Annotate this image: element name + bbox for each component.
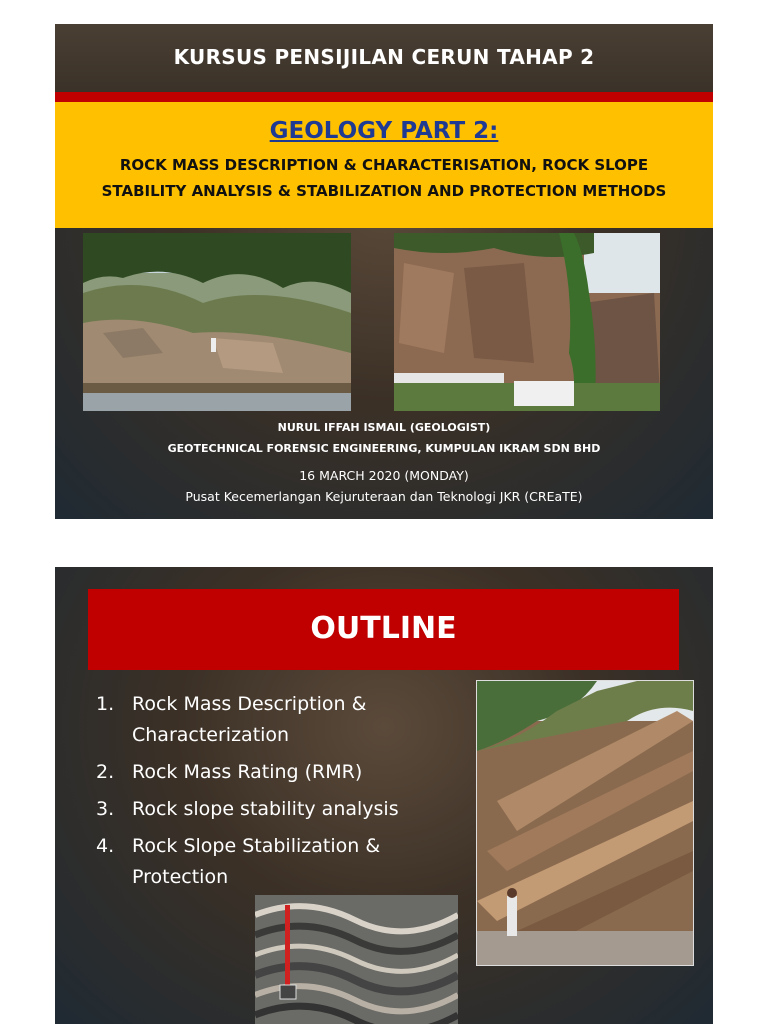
rock-slope-photo-left [83, 233, 351, 411]
presentation-venue: Pusat Kecemerlangan Kejuruteraan dan Teknologi JKR (CREaTE) [185, 489, 583, 504]
outline-slide [55, 567, 713, 1024]
presentation-title: GEOLOGY PART 2: [269, 118, 499, 144]
item-number: 2. [96, 761, 115, 783]
list-item [91, 689, 471, 751]
title-box [55, 102, 713, 228]
list-item [91, 757, 471, 788]
item-text-line-2: Protection [132, 866, 229, 888]
outline-list [91, 689, 471, 899]
item-text-line-1: Rock Slope Stabilization & [132, 835, 381, 857]
subtitle-line-1: ROCK MASS DESCRIPTION & CHARACTERISATION, ROCK SLOPE [119, 156, 649, 174]
title-slide [55, 24, 713, 519]
list-item [91, 831, 471, 893]
rock-slope-photo-right [394, 233, 660, 411]
presentation-date: 16 MARCH 2020 (MONDAY) [299, 468, 469, 483]
item-text-line-2: Characterization [132, 724, 290, 746]
item-text-line-1: Rock Mass Description & [132, 693, 367, 715]
rock-cut-photo [476, 680, 694, 966]
folded-rock-photo [255, 895, 458, 1024]
list-item [91, 794, 471, 825]
item-text-line-1: Rock Mass Rating (RMR) [132, 761, 363, 783]
course-header [55, 24, 713, 94]
outline-banner [88, 589, 679, 670]
item-number: 4. [96, 835, 115, 857]
subtitle-line-2: STABILITY ANALYSIS & STABILIZATION AND PROTECTION METHODS [101, 182, 667, 200]
header-divider [55, 92, 713, 102]
presentation-subtitle [55, 152, 713, 204]
item-text-line-1: Rock slope stability analysis [132, 798, 399, 820]
course-title: KURSUS PENSIJILAN CERUN TAHAP 2 [173, 45, 595, 69]
presenter-name: NURUL IFFAH ISMAIL (GEOLOGIST) [277, 421, 491, 434]
item-number: 1. [96, 693, 115, 715]
item-number: 3. [96, 798, 115, 820]
outline-title: OUTLINE [310, 611, 457, 646]
presenter-organization: GEOTECHNICAL FORENSIC ENGINEERING, KUMPULAN IKRAM SDN BHD [167, 442, 601, 455]
